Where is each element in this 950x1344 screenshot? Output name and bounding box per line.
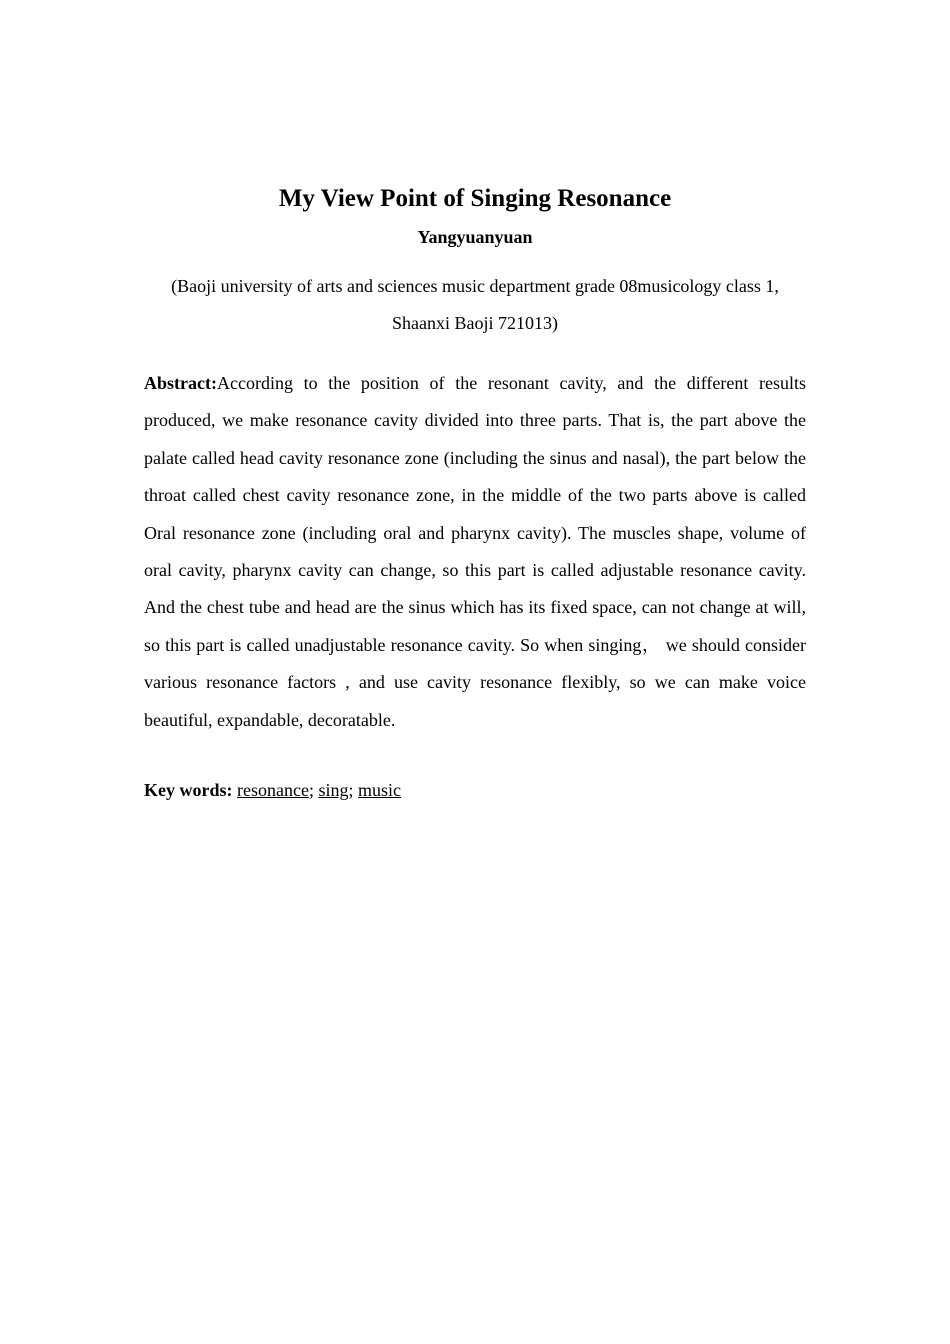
abstract-label: Abstract: [144,373,217,393]
affiliation [144,268,806,343]
keyword-3: music [358,780,402,800]
abstract-paragraph [144,365,806,739]
keywords-line [144,772,806,809]
abstract-text: According to the position of the resonant cavity, and the different results produced, we make resonance cavity divided into three parts. That is, the part above the palate called head cavity resonance zone (including the sinus and nasal), the part below the throat called chest cavity resonance zone, in the middle of the two parts above is called Oral resonance zone (including oral and pharynx cavity). The muscles shape, volume of oral cavity, pharynx cavity can change, so this part is called adjustable resonance cavity. And the chest tube and head are the sinus which has its fixed space, can not change at will, so this part is called unadjustable resonance cavity. So when singing， we should consider various resonance factors , and use cavity resonance flexibly, so we can make voice beautiful, expandable, decoratable. [144,373,806,730]
keyword-1: resonance [237,780,309,800]
keywords-label: Key words: [144,780,233,800]
keyword-separator-1: ; [308,780,319,800]
affiliation-line-2: Shaanxi Baoji 721013) [392,313,558,334]
paper-title: My View Point of Singing Resonance [278,185,672,212]
affiliation-line-1: (Baoji university of arts and sciences music department grade 08musicology class 1, [171,276,779,296]
keyword-2: sing [318,780,349,800]
author-name: Yangyuanyuan [417,227,533,247]
keyword-separator-2: ; [348,780,359,800]
